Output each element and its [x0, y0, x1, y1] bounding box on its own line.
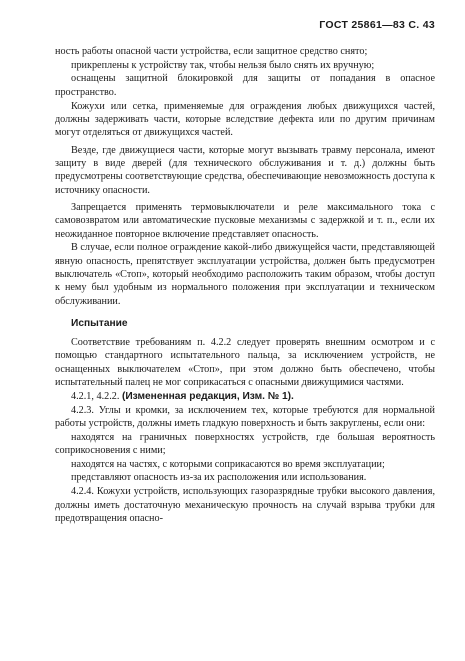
- paragraph: ность работы опасной части устройства, если защитное средство снято;: [55, 46, 368, 57]
- paragraph: Кожухи или сетка, применяемые для ограждения любых движущихся частей, должны задерживать части, которые вследствие дефекта или по другим причинам могут отделяться от движущихся частей.: [55, 100, 435, 139]
- amendment-note: [55, 390, 435, 403]
- paragraph: оснащены защитной блокировкой для защиты от попадания в опасное пространство.: [55, 73, 435, 98]
- paragraph: Запрещается применять термовыключатели и реле максимального тока с самовозвратом или автоматические пусковые механизмы с задержкой и т. п., если их неожиданное повторное включение представляет опасность.: [55, 201, 435, 240]
- paragraph: В случае, если полное ограждение какой-либо движущейся части, представляющей явную опасность, препятствует эксплуатации устройства, должен быть предусмотрен выключатель «Стоп», который необходимо расположить таким образом, чтобы доступ к нему был удобным из нормального положения при эксплуатации и техническом обслуживании.: [55, 242, 435, 307]
- paragraph: 4.2.4. Кожухи устройств, использующих газоразрядные трубки высокого давления, должны иметь достаточную механическую прочность на случай взрыва трубки для предотвращения опасно-: [55, 486, 435, 524]
- paragraph: Соответствие требованиям п. 4.2.2 следует проверять внешним осмотром и с помощью стандартного испытательного пальца, за исключением устройств, не оснащенных выключателем «Стоп», при этом должно быть обеспечено, чтобы испытательный палец не мог соприкасаться с опасными движущимися частями.: [55, 337, 435, 389]
- paragraph: находятся на граничных поверхностях устройств, где большая вероятность соприкосновения с ними;: [55, 431, 435, 457]
- amendment-label: (Измененная редакция, Изм. № 1).: [121, 390, 294, 402]
- paragraph: прикреплены к устройству так, чтобы нельзя было снять их вручную;: [71, 59, 375, 71]
- paragraph: находятся на частях, с которыми соприкасаются во время эксплуатации;: [71, 458, 385, 470]
- paragraph: Везде, где движущиеся части, которые могут вызывать травму персонала, имеют защиту в виде дверей (для технического обслуживания и т. д.) должны быть предусмотрены соответствующие средства, обеспечивающие невозможность доступа к источнику опасности.: [55, 144, 435, 196]
- paragraph: представляют опасность из-за их расположения или использования.: [71, 472, 367, 484]
- page-header: ГОСТ 25861—83 С. 43: [319, 19, 435, 31]
- section-title: Испытание: [71, 318, 128, 330]
- amendment-ref: 4.2.1, 4.2.2.: [71, 390, 120, 402]
- body-text: [55, 45, 435, 525]
- paragraph: 4.2.3. Углы и кромки, за исключением тех, которые требуются для нормальной работы устройств, должны иметь гладкую поверхность и быть закруглены, если они:: [55, 404, 435, 429]
